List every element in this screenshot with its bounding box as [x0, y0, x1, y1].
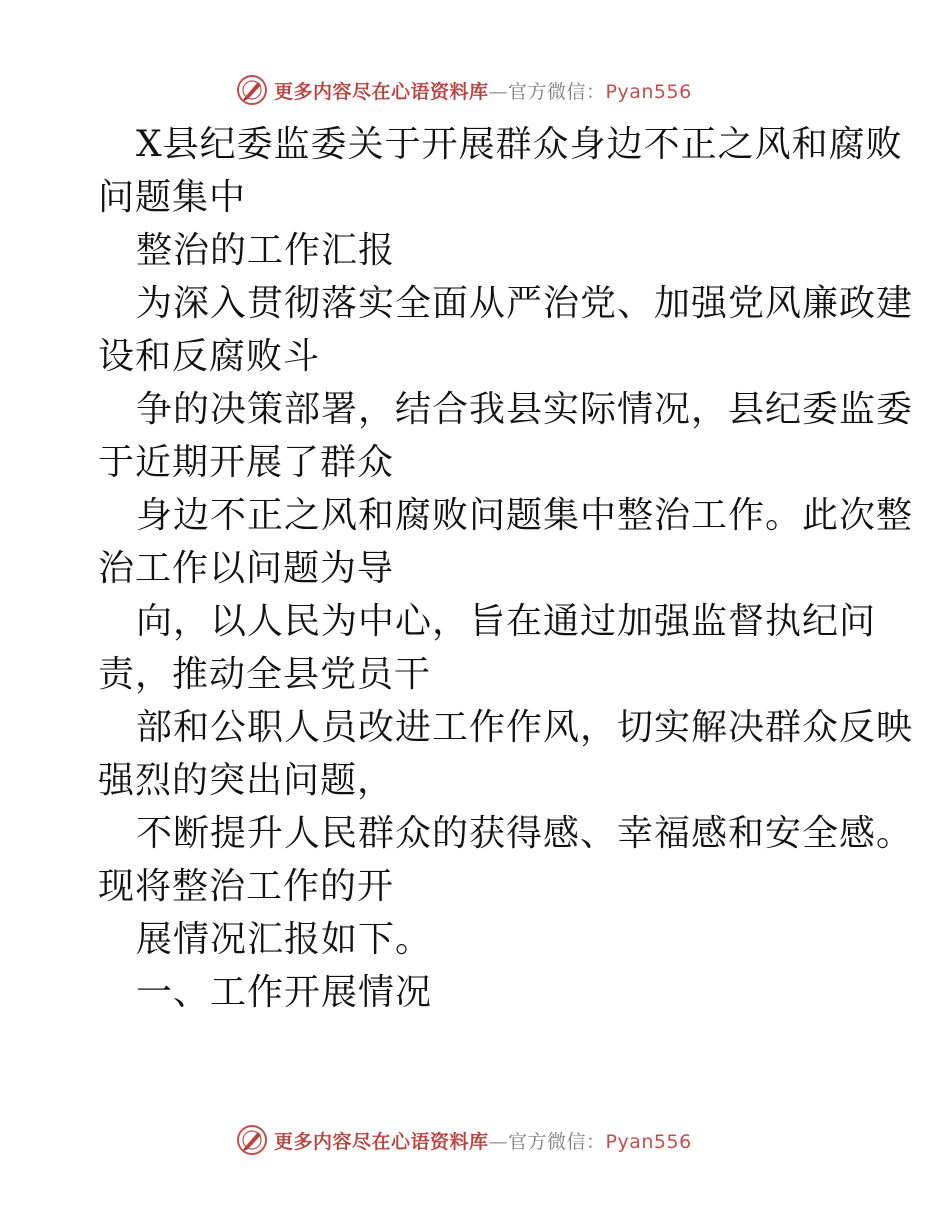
document-body	[98, 118, 914, 1019]
doc-line: 部和公职人员改进工作作风，切实解决群众反映	[136, 707, 914, 748]
banner-text	[274, 1127, 692, 1154]
doc-line: X县纪委监委关于开展群众身边不正之风和腐败	[136, 124, 903, 165]
header-banner	[236, 72, 692, 108]
banner-separator: —	[488, 80, 509, 103]
footer-banner	[236, 1122, 692, 1158]
doc-line: 向，以人民为中心，旨在通过加强监督执纪问	[136, 601, 877, 642]
brand-logo-icon	[236, 74, 268, 106]
doc-line: 身边不正之风和腐败问题集中整治工作。此次整	[136, 495, 914, 536]
banner-wechat-id: Pyan556	[605, 80, 692, 103]
section-heading: 一、工作开展情况	[136, 972, 433, 1013]
doc-line: 整治的工作汇报	[136, 230, 396, 271]
banner-label: 官方微信：	[508, 1130, 606, 1153]
doc-line: 治工作以问题为导	[98, 548, 395, 589]
doc-line: 展情况汇报如下。	[136, 919, 433, 960]
banner-brand: 更多内容尽在心语资料库	[274, 1130, 489, 1153]
doc-line: 现将整治工作的开	[98, 866, 395, 907]
doc-line: 问题集中	[98, 177, 247, 218]
doc-line: 不断提升人民群众的获得感、幸福感和安全感。	[136, 813, 914, 854]
doc-line: 设和反腐败斗	[98, 336, 321, 377]
doc-line: 争的决策部署，结合我县实际情况，县纪委监委	[136, 389, 914, 430]
banner-brand: 更多内容尽在心语资料库	[274, 80, 489, 103]
doc-line: 责，推动全县党员干	[98, 654, 432, 695]
banner-text	[274, 77, 692, 104]
banner-separator: —	[488, 1130, 509, 1153]
brand-logo-icon	[236, 1124, 268, 1156]
doc-line: 强烈的突出问题，	[98, 760, 395, 801]
banner-wechat-id: Pyan556	[605, 1130, 692, 1153]
banner-label: 官方微信：	[508, 80, 606, 103]
doc-line: 于近期开展了群众	[98, 442, 395, 483]
doc-line: 为深入贯彻落实全面从严治党、加强党风廉政建	[136, 283, 914, 324]
